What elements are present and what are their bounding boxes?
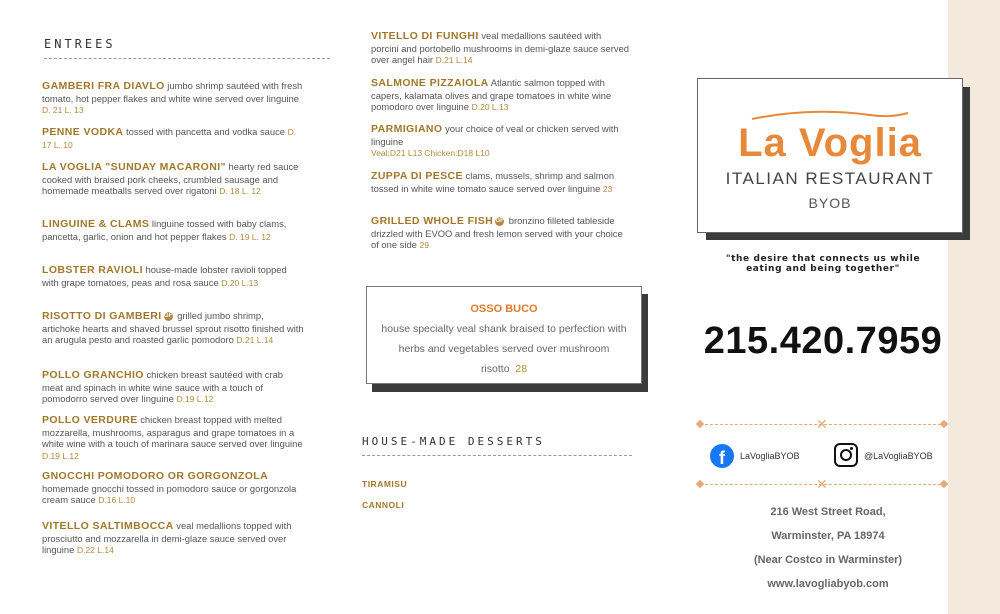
brand-name: La Voglia <box>738 121 922 165</box>
dessert-item: TIRAMISU <box>362 479 408 489</box>
osso-title: OSSO BUCO <box>470 303 538 315</box>
menu-item-price: D. 18 L. 12 <box>219 186 261 196</box>
desserts-title: HOUSE-MADE DESSERTS <box>362 435 545 448</box>
ornament-cross-icon: ✕ <box>816 416 828 432</box>
desserts-divider <box>362 455 632 456</box>
osso-price: 28 <box>515 363 528 375</box>
menu-item <box>371 30 629 67</box>
address-street: 216 West Street Road, <box>770 506 886 518</box>
menu-item-desc: bronzino filleted tableside drizzled with EVOO and fresh lemon served with your choice of one side <box>371 215 623 250</box>
facebook-icon[interactable]: f <box>710 444 734 468</box>
menu-item-price: D. 17 L. 10 <box>42 127 297 150</box>
menu-item <box>42 126 304 151</box>
menu-item-price: 23 <box>602 183 613 194</box>
menu-item-name: PENNE VODKA <box>42 126 124 138</box>
menu-item <box>371 77 629 114</box>
menu-item-name: POLLO VERDURE <box>42 414 138 426</box>
menu-item-name: PARMIGIANO <box>371 123 443 135</box>
brand-byob: BYOB <box>808 195 852 211</box>
menu-item-name: GAMBERI FRA DIAVLO <box>42 80 165 92</box>
menu-item-name: VITELLO SALTIMBOCCA <box>42 520 174 532</box>
menu-item-price: D.20 L.13 <box>221 277 259 288</box>
menu-item-price: D.22 L.14 <box>76 545 114 555</box>
menu-item-price: D. 21 L. 13 <box>42 105 84 115</box>
address-city: Warminster, PA 18974 <box>771 530 885 542</box>
dessert-item: CANNOLI <box>362 500 405 510</box>
menu-item-desc: jumbo shrimp sautéed with fresh tomato, hot pepper flakes and white wine served over linguine <box>42 80 303 104</box>
menu-item-desc: Atlantic salmon topped with capers, kalamata olives and grape tomatoes in white wine pomodoro over linguine <box>371 77 612 112</box>
menu-item-name: GRILLED WHOLE FISH <box>371 215 494 227</box>
ornament-diamond <box>696 480 704 488</box>
menu-item-name: SALMONE PIZZAIOLA <box>371 77 489 89</box>
menu-item-name: RISOTTO DI GAMBERI <box>42 310 162 322</box>
entrees-title: ENTREES <box>44 37 116 51</box>
gluten-free-icon: GF <box>495 218 504 225</box>
menu-item-price: D.21 L.14 <box>236 335 274 345</box>
menu-item-desc: your choice of veal or chicken served with linguine <box>371 123 619 147</box>
menu-item-price: 29 <box>419 240 429 250</box>
instagram-icon[interactable] <box>834 443 858 467</box>
ornament-diamond <box>696 420 704 428</box>
menu-item-name: LOBSTER RAVIOLI <box>42 264 143 276</box>
menu-item-name: ZUPPA DI PESCE <box>371 170 463 182</box>
menu-item <box>42 520 304 557</box>
menu-item-desc: tossed with pancetta and vodka sauce <box>123 126 288 137</box>
menu-item <box>42 310 304 347</box>
menu-item <box>42 369 304 406</box>
menu-item-desc: veal medallions sautéed with porcini and portobello mushrooms in demi-glaze sauce served over angel hair <box>371 30 629 65</box>
menu-item <box>42 470 304 507</box>
menu-item-desc: house-made lobster ravioli topped with grape tomatoes, peas and rosa sauce <box>42 264 287 288</box>
menu-item-price: D.16 L.10 <box>98 495 136 505</box>
menu-item-desc: clams, mussels, shrimp and salmon tossed in white wine tomato sauce served over linguine <box>371 170 615 194</box>
menu-item-desc: hearty red sauce cooked with braised pork cheeks, crumbled sausage and homemade meatballs served over rigatoni <box>42 161 299 196</box>
instagram-handle[interactable]: @LaVogliaBYOB <box>864 451 933 461</box>
ornament-diamond <box>940 420 948 428</box>
menu-item-name: POLLO GRANCHIO <box>42 369 144 381</box>
menu-item <box>371 215 629 252</box>
menu-item <box>42 264 304 289</box>
entrees-divider <box>44 58 330 59</box>
menu-item-desc: grilled jumbo shrimp, artichoke hearts and shaved brussel sprout risotto finished with an arugula pesto and roasted garlic pomodoro <box>42 310 304 345</box>
gluten-free-icon: GF <box>163 313 173 320</box>
menu-item-desc: chicken breast sautéed with crab meat and spinach in white wine sauce with a touch of pomodorro served over linguine <box>42 369 283 404</box>
menu-item-price: D.20 L.13 <box>471 102 509 112</box>
logo-box <box>697 78 963 233</box>
menu-item-name: LINGUINE & CLAMS <box>42 218 150 230</box>
tagline: "the desire that connects us while eating and being together" <box>725 254 921 274</box>
menu-item-price: D. 19 L. 12 <box>229 231 271 242</box>
menu-item-price: D.21 L.14 <box>435 55 473 65</box>
menu-item-desc: chicken breast topped with melted mozzarella, mushrooms, asparagus and grape tomatoes in a white wine with a touch of marinara sauce served over linguine <box>42 414 303 449</box>
ornament-diamond <box>940 480 948 488</box>
menu-item-desc: homemade gnocchi tossed in pomodoro sauce or gorgonzola cream sauce <box>42 482 297 505</box>
menu-item <box>371 170 629 195</box>
ornament-cross-icon: ✕ <box>816 476 828 492</box>
menu-item <box>371 123 629 160</box>
brand-subtitle: ITALIAN RESTAURANT <box>725 169 935 188</box>
menu-item-price: D.19 L.12 <box>42 450 79 461</box>
osso-buco-box <box>366 286 642 384</box>
facebook-handle[interactable]: LaVogliaBYOB <box>740 451 800 461</box>
menu-item-price: D.19 L.12 <box>176 394 214 404</box>
phone-number[interactable]: 215.420.7959 <box>703 320 943 362</box>
menu-item <box>42 161 304 198</box>
menu-item-desc: veal medallions topped with prosciutto and mozzarella in demi-glaze sauce served over linguine <box>42 520 292 555</box>
menu-item-desc: linguine tossed with baby clams, pancetta, garlic, onion and hot pepper flakes <box>42 218 287 242</box>
menu-item <box>42 80 304 117</box>
menu-item-name: GNOCCHI POMODORO OR GORGONZOLA <box>42 470 269 482</box>
menu-item-name: VITELLO DI FUNGHI <box>371 30 479 42</box>
logo-swoosh-icon <box>750 109 910 123</box>
website-link[interactable]: www.lavogliabyob.com <box>767 578 889 590</box>
address-note: (Near Costco in Warminster) <box>753 554 903 566</box>
menu-item <box>42 218 304 243</box>
osso-desc: house specialty veal shank braised to perfection with herbs and vegetables served over mushroom risotto 28 <box>381 323 627 375</box>
menu-item-price: Veal:D21 L13 Chicken:D18 L10 <box>371 148 490 158</box>
menu-item <box>42 414 304 462</box>
menu-item-name: LA VOGLIA "SUNDAY MACARONI" <box>42 161 226 173</box>
